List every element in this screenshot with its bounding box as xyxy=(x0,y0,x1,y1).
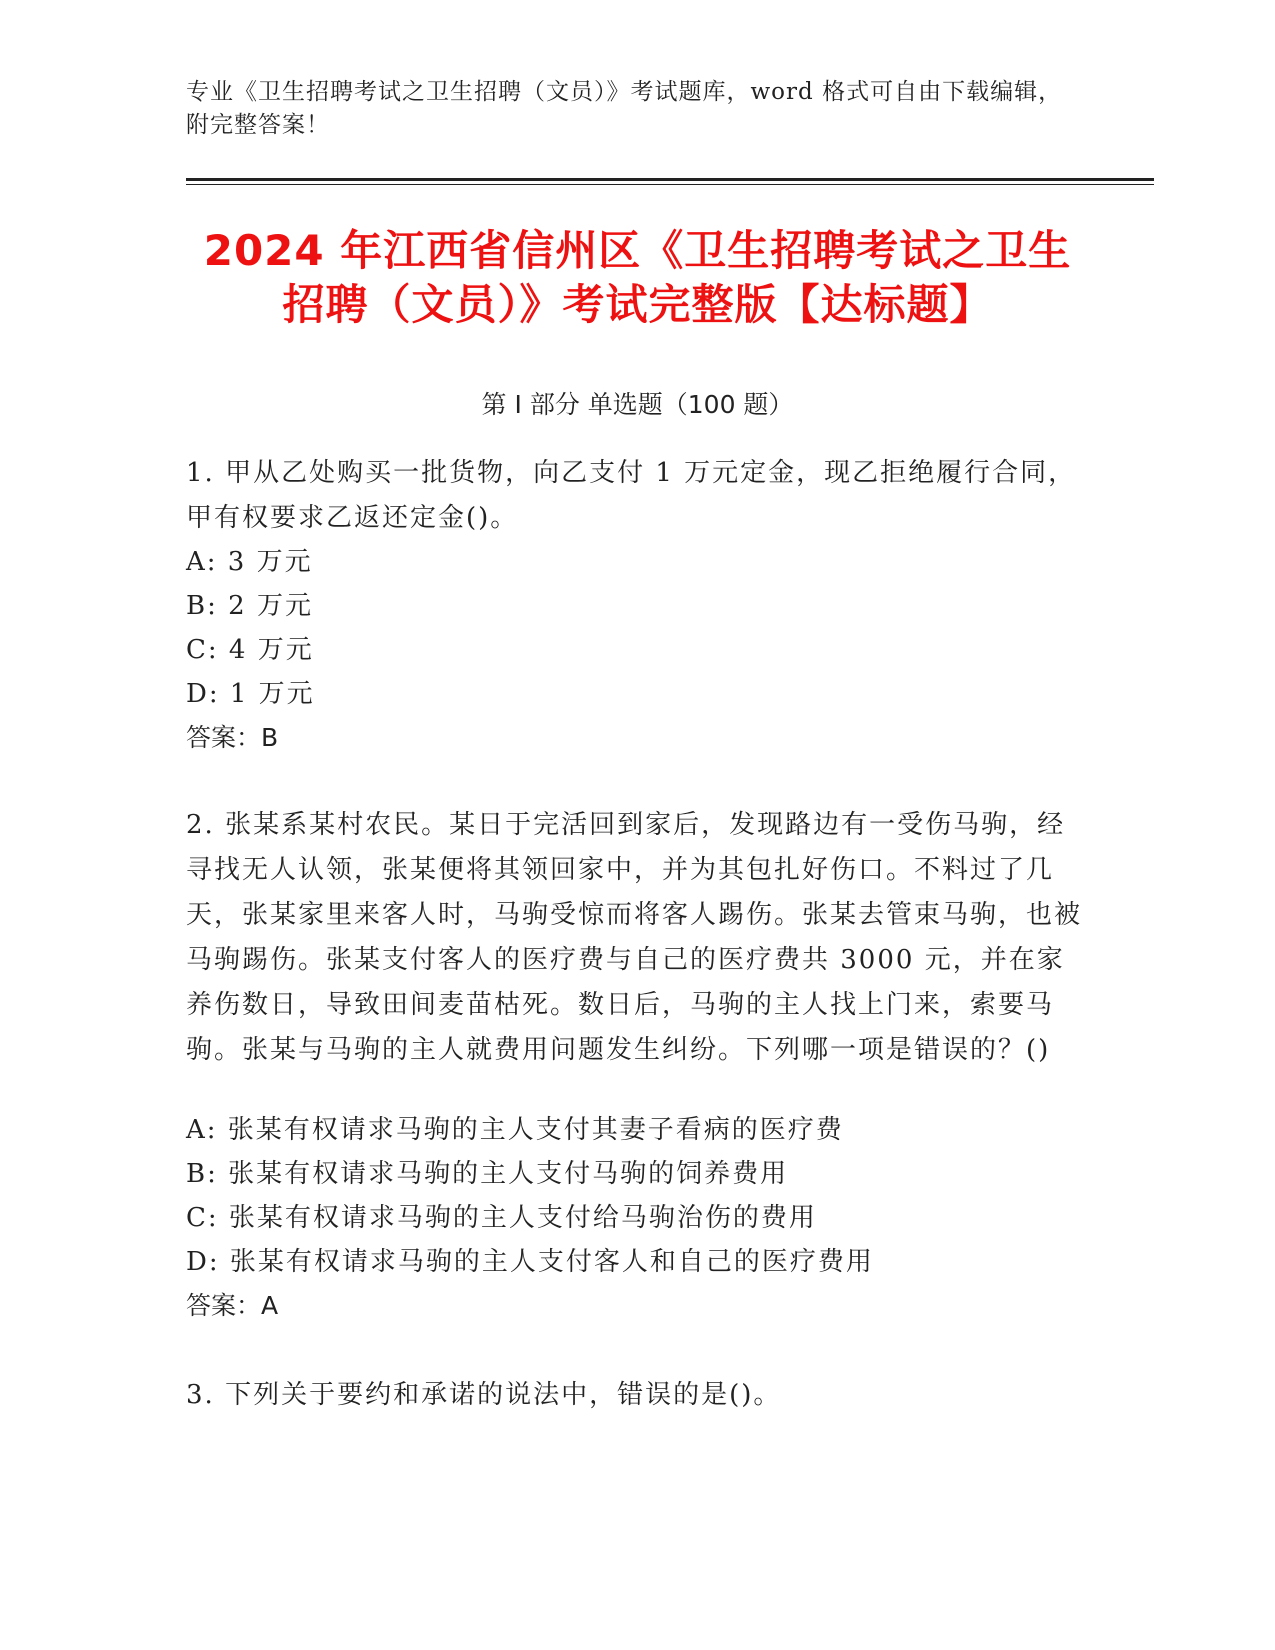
question-2-option-b: B: 张某有权请求马驹的主人支付马驹的饲养费用 xyxy=(186,1159,789,1189)
question-1-option-b: B: 2 万元 xyxy=(186,591,313,621)
question-1-option-c: C: 4 万元 xyxy=(186,635,314,665)
section-title: 第 I 部分 单选题（100 题） xyxy=(481,390,794,419)
header-note: 专业《卫生招聘考试之卫生招聘（文员）》考试题库，word 格式可自由下载编辑，附完整答案！ xyxy=(186,79,1063,138)
question-2-option-d: D: 张某有权请求马驹的主人支付客人和自己的医疗费用 xyxy=(186,1247,874,1277)
header-divider xyxy=(186,178,1154,181)
question-1-option-a: A: 3 万元 xyxy=(186,547,313,577)
question-3-text: 3. 下列关于要约和承诺的说法中，错误的是()。 xyxy=(186,1380,782,1410)
question-2-text: 2. 张某系某村农民。某日于完活回到家后，发现路边有一受伤马驹，经寻找无人认领，张某便将其领回家中，并为其包扎好伤口。不料过了几天，张某家里来客人时，马驹受惊而将客人踢伤。张某去管束马驹，也被马驹踢伤。张某支付客人的医疗费与自己的医疗费共 3000 元，并在家养伤数日，导致田间麦苗枯死。数日后，马驹的主人找上门来，索要马驹。张某与马驹的主人就费用问题发生纠纷。下列哪一项是错误的？() xyxy=(186,810,1083,1065)
document-title: 2024 年江西省信州区《卫生招聘考试之卫生招聘（文员）》考试完整版【达标题】 xyxy=(203,226,1072,329)
question-2-option-c: C: 张某有权请求马驹的主人支付给马驹治伤的费用 xyxy=(186,1203,817,1233)
question-1-option-d: D: 1 万元 xyxy=(186,679,315,709)
question-2-answer: 答案：A xyxy=(186,1291,279,1320)
header-divider-thin xyxy=(186,184,1154,185)
question-1-answer: 答案：B xyxy=(186,723,279,752)
question-2-option-a: A: 张某有权请求马驹的主人支付其妻子看病的医疗费 xyxy=(186,1115,844,1145)
question-1-text: 1. 甲从乙处购买一批货物，向乙支付 1 万元定金，现乙拒绝履行合同，甲有权要求乙返还定金()。 xyxy=(186,458,1077,533)
